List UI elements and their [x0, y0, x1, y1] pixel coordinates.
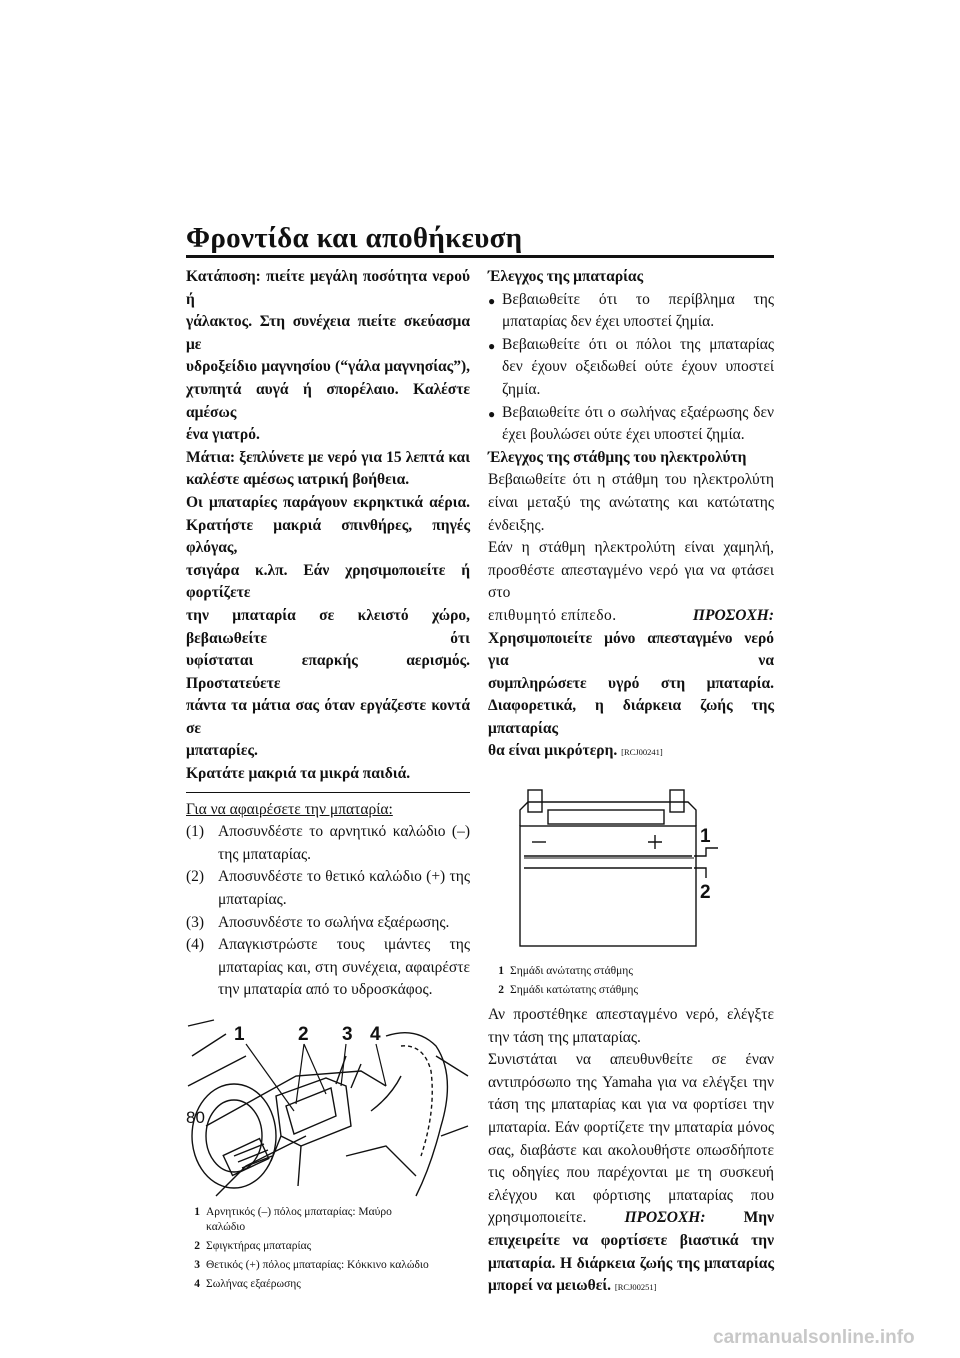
step-text: Απαγκιστρώστε τους ιμάντες της μπαταρίας και, στη συνέχεια, αφαιρέστε την μπαταρία από το υδροσκάφος.	[218, 936, 470, 999]
notice-line: Χρησιμοποιείτε μόνο απεσταγμένο νερό για να	[488, 629, 774, 670]
charging-text: Συνιστάται να απευθυνθείτε σε έναν αντιπρόσωπο της Yamaha για να ελέγξει την τάση της μπαταρίας και για να φορτίσει την μπαταρία. Εάν φορτίζετε την μπαταρία μόνος σας, διαβάστε και ακολουθήστε οπωσδήποτε τις οδηγίες που παρέχονται με τη συσκευή ελέγχου και φόρτισης μπαταρίας που χρησιμοποιείτε.	[488, 1051, 774, 1227]
notice-block	[488, 628, 774, 765]
caption-item	[188, 1277, 470, 1292]
battery-level-figure	[488, 780, 774, 960]
figure-label: 1	[234, 1024, 245, 1045]
warning-line: γάλακτος. Στη συνέχεια πιείτε σκεύασμα με	[186, 313, 470, 353]
bullet-text: Βεβαιωθείτε ότι ο σωλήνας εξαέρωσης δεν έχει βουλώσει ούτε έχει υποστεί ζημία.	[502, 403, 774, 444]
caption-item	[188, 1205, 470, 1235]
figure-captions	[186, 1205, 470, 1292]
figure-label: 1	[700, 826, 711, 848]
level-line: επιθυμητό επίπεδο.	[488, 606, 617, 624]
removal-steps	[186, 821, 470, 1002]
notice-line: θα είναι μικρότερη.	[488, 742, 618, 760]
warning-line: Κρατήστε μακριά σπινθήρες, πηγές φλόγας,	[186, 516, 470, 557]
warning-line: μπαταρίες.	[186, 742, 258, 760]
warning-line: ένα γιατρό.	[186, 426, 260, 444]
caption-number: 3	[194, 1259, 200, 1271]
warning-block	[186, 266, 470, 786]
warning-line: πάντα τα μάτια σας όταν εργάζεστε κοντά σε	[186, 697, 470, 737]
step-text: Αποσυνδέστε το θετικό καλώδιο (+) της μπαταρίας.	[218, 868, 470, 909]
figure-label: 4	[370, 1024, 381, 1045]
step-item	[186, 821, 470, 866]
level-line-notice	[488, 605, 774, 628]
warning-line: Μάτια: ξεπλύνετε με νερό για 15 λεπτά και	[186, 448, 470, 466]
warning-line: Οι μπαταρίες παράγουν εκρηκτικά αέρια.	[186, 493, 470, 511]
notice-line: Διαφορετικά, η διάρκεια ζωής της μπαταρίας	[488, 697, 774, 737]
check-battery-heading: Έλεγχος της μπαταρίας	[488, 268, 644, 285]
notice-text: Μην επιχειρείτε να φορτίσετε βιαστικά την μπαταρία. Η διάρκεια ζωής της μπαταρίας μπορεί να μειωθεί.	[488, 1209, 774, 1295]
caption-item	[188, 1258, 470, 1273]
warning-line: καλέστε αμέσως ιατρική βοήθεια.	[186, 471, 410, 489]
step-item	[186, 866, 470, 911]
caption-text: Αρνητικός (–) πόλος μπαταρίας: Μαύρο καλώδιο	[206, 1206, 392, 1233]
notice-line: συμπληρώσετε υγρό στη μπαταρία.	[488, 674, 774, 692]
step-number: (4)	[186, 936, 205, 954]
bullet-text: Βεβαιωθείτε ότι οι πόλοι της μπαταρίας δεν έχουν οξειδωθεί ούτε έχουν υποστεί ζημία.	[502, 335, 774, 398]
caption-item	[492, 964, 774, 979]
warning-line: υδροξείδιο μαγνησίου (“γάλα μαγνησίας”),	[186, 358, 470, 376]
warning-line: τσιγάρα κ.λπ. Εάν χρησιμοποιείτε ή φορτίζετε	[186, 561, 470, 602]
caption-text: Θετικός (+) πόλος μπαταρίας: Κόκκινο καλώδιο	[206, 1259, 429, 1271]
bullet-dot-icon: ●	[488, 406, 496, 421]
step-item	[186, 912, 470, 935]
caption-item	[492, 983, 774, 998]
warning-line: Κρατάτε μακριά τα μικρά παιδιά.	[186, 765, 411, 783]
warning-line: την μπαταρία σε κλειστό χώρο, βεβαιωθείτε ότι	[186, 606, 470, 647]
caption-text: Σημάδι ανώτατης στάθμης	[510, 965, 633, 978]
caption-number: 2	[194, 1240, 200, 1252]
caption-text: Σωλήνας εξαέρωσης	[206, 1278, 301, 1290]
figure-label: 3	[342, 1024, 353, 1045]
caption-item	[188, 1239, 470, 1254]
notice-last-line	[488, 740, 774, 764]
bullet-dot-icon: ●	[488, 293, 496, 308]
notice-code: [RCJ00251]	[614, 1282, 657, 1293]
notice-label: ΠΡΟΣΟΧΗ:	[624, 1209, 706, 1227]
step-number: (1)	[186, 823, 205, 841]
level-line: προσθέστε απεσταγμένο νερό για να φτάσει στο	[488, 561, 774, 602]
bullet-item	[488, 402, 774, 447]
caption-text: Σφιγκτήρας μπαταρίας	[206, 1240, 312, 1252]
battery-compartment-figure	[186, 1016, 470, 1201]
step-item	[186, 934, 470, 1002]
warning-line: Κατάποση: πιείτε μεγάλη ποσότητα νερού ή	[186, 268, 470, 308]
notice-label: ΠΡΟΣΟΧΗ:	[692, 606, 774, 624]
caption-number: 2	[498, 984, 504, 997]
step-text: Αποσυνδέστε το σωλήνα εξαέρωσης.	[218, 913, 450, 931]
caption-number: 1	[194, 1206, 200, 1218]
bullet-item	[488, 334, 774, 402]
level-line: Εάν η στάθμη ηλεκτρολύτη είναι χαμηλή,	[488, 539, 774, 557]
bullet-text: Βεβαιωθείτε ότι το περίβλημα της μπαταρίας δεν έχει υποστεί ζημία.	[502, 290, 774, 331]
caption-number: 1	[498, 965, 504, 978]
title-rule	[186, 255, 774, 258]
right-column	[488, 266, 774, 1299]
page-title: Φροντίδα και αποθήκευση	[186, 222, 523, 254]
figure-label: 2	[298, 1024, 309, 1045]
left-column	[186, 266, 470, 1296]
electrolyte-level-heading: Έλεγχος της στάθμης του ηλεκτρολύτη	[488, 448, 747, 466]
bullet-dot-icon: ●	[488, 338, 496, 353]
charging-paragraph	[488, 1049, 774, 1299]
figure-captions	[488, 964, 774, 998]
watermark: carmanualsonline.info	[713, 1327, 915, 1348]
caption-number: 4	[194, 1278, 200, 1290]
remove-battery-heading: Για να αφαιρέσετε την μπαταρία:	[186, 800, 393, 818]
warning-end-rule	[186, 792, 470, 793]
step-number: (2)	[186, 868, 205, 886]
figure-label: 2	[700, 882, 711, 904]
notice-code: [RCJ00241]	[621, 747, 663, 758]
after-paragraph: Αν προστέθηκε απεσταγμένο νερό, ελέγξτε την τάση της μπαταρίας.	[488, 1006, 774, 1046]
level-paragraph: Βεβαιωθείτε ότι η στάθμη του ηλεκτρολύτη είναι μεταξύ της ανώτατης και κατώτατης ένδειξης.	[488, 471, 774, 534]
step-number: (3)	[186, 913, 205, 931]
warning-line: χτυπητά αυγά ή σπορέλαιο. Καλέστε αμέσως	[186, 380, 470, 421]
bullet-item	[488, 289, 774, 334]
warning-line: υφίσταται επαρκής αερισμός. Προστατεύετε	[186, 652, 470, 692]
page-number: 80	[186, 1108, 205, 1127]
caption-text: Σημάδι κατώτατης στάθμης	[510, 984, 638, 997]
step-text: Αποσυνδέστε το αρνητικό καλώδιο (–) της μπαταρίας.	[218, 823, 470, 863]
